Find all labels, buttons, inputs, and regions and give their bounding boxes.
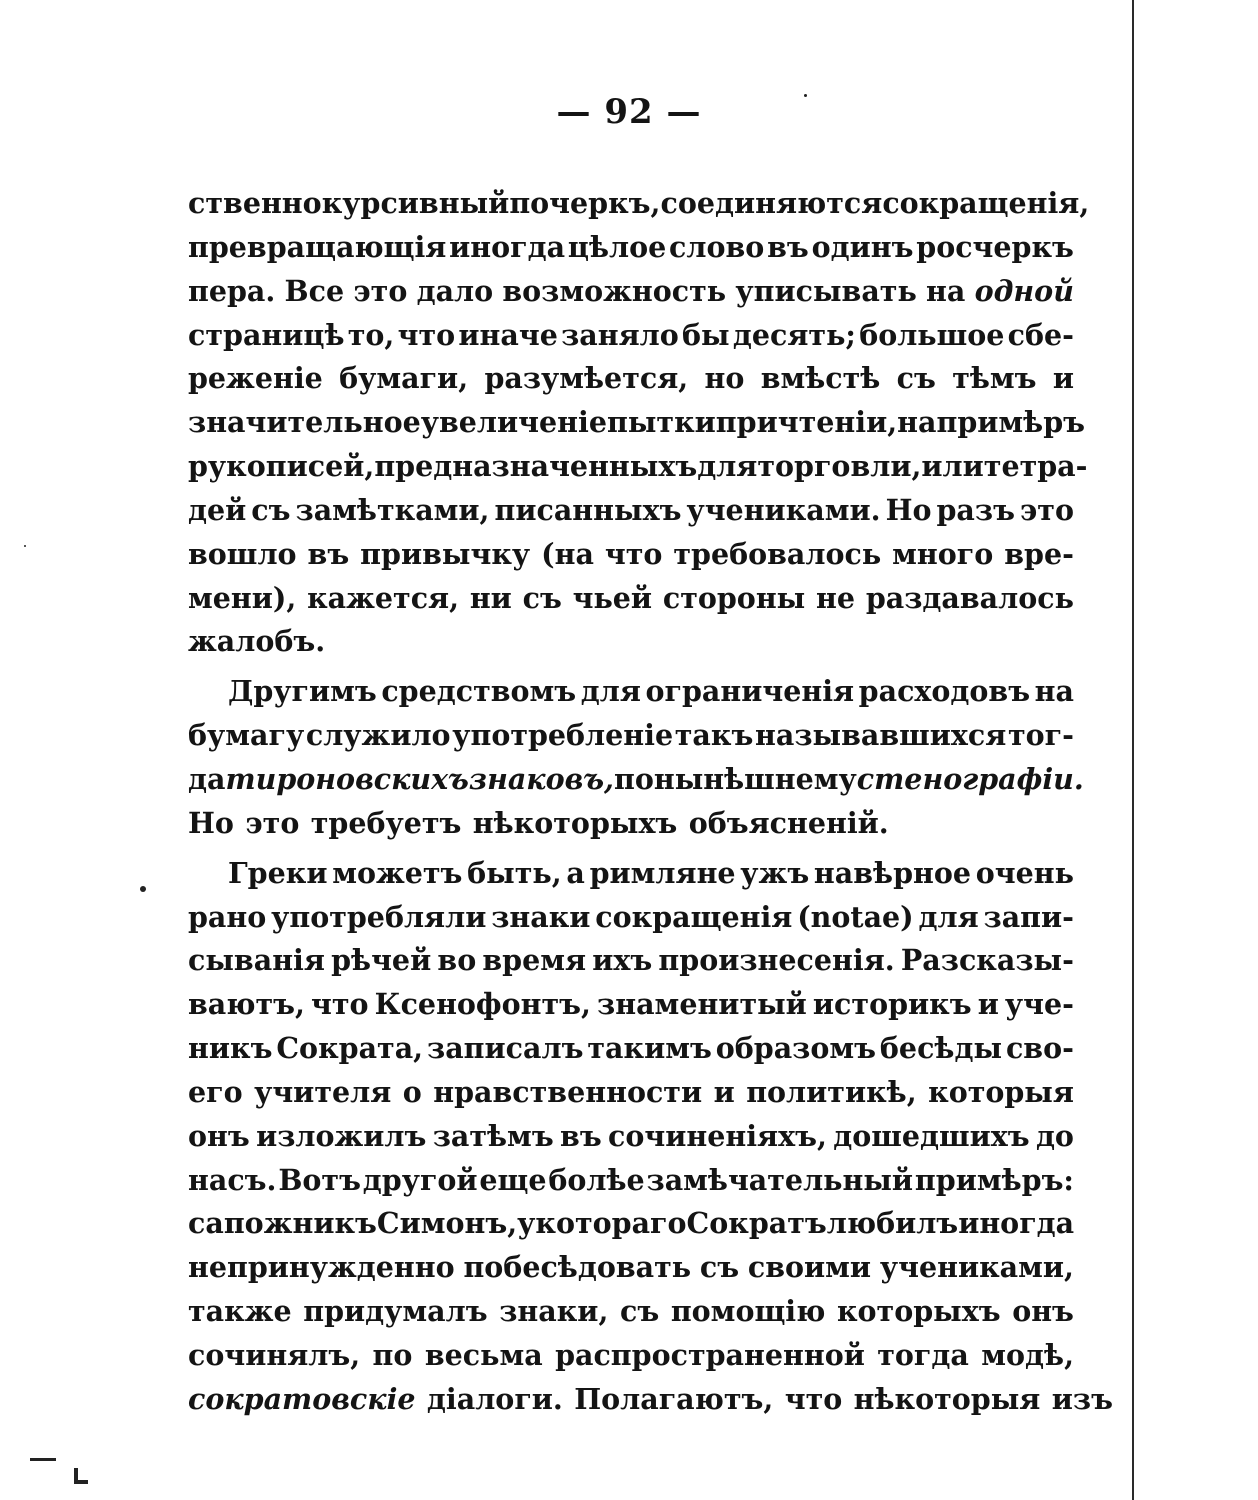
word: (на	[541, 536, 594, 571]
body-text	[188, 182, 1113, 1422]
word: Все	[284, 273, 345, 308]
word: страницѣ	[188, 317, 345, 352]
text-line	[188, 939, 1074, 983]
word: разъ	[936, 492, 1015, 527]
word: до	[1035, 1118, 1074, 1153]
word: дей	[188, 492, 247, 527]
word: примѣръ:	[914, 1162, 1074, 1197]
text-line	[188, 983, 1074, 1027]
word: ни	[469, 580, 512, 615]
text-line	[188, 577, 1074, 621]
word: бумаги,	[339, 361, 469, 396]
word: бумагу	[188, 718, 305, 753]
text-line	[188, 1115, 1074, 1159]
word: о	[402, 1074, 422, 1109]
word: ужъ	[740, 855, 810, 890]
word: Разсказы-	[900, 943, 1074, 978]
text-line	[188, 401, 1085, 445]
word: привычку	[360, 536, 531, 571]
word: это	[245, 805, 300, 840]
text-line	[188, 852, 1074, 896]
word: учениками,	[879, 1250, 1074, 1285]
word: употребленіе	[452, 718, 674, 753]
word: слово	[669, 229, 765, 264]
word: что	[604, 536, 663, 571]
word: не	[816, 580, 856, 615]
word: произнесенія.	[658, 943, 895, 978]
word: также	[188, 1294, 292, 1329]
word: политикѣ,	[746, 1074, 917, 1109]
word: что	[311, 987, 369, 1022]
word: сыванія	[188, 943, 325, 978]
word: нравственности	[433, 1074, 703, 1109]
word: для	[580, 674, 641, 709]
word: стороны	[662, 580, 806, 615]
text-line	[188, 182, 1090, 226]
word: стенографіи.	[856, 761, 1084, 796]
word: Но	[188, 805, 234, 840]
word: учителя	[254, 1074, 392, 1109]
word: Но	[885, 492, 932, 527]
word: образомъ	[715, 1031, 876, 1066]
word: это	[353, 273, 408, 308]
paragraph-1	[188, 182, 1090, 664]
word: знаки	[491, 899, 591, 934]
word: служило	[305, 718, 451, 753]
word: Сократъ	[686, 1206, 827, 1241]
paragraph-2	[188, 670, 1084, 845]
word: средствомъ	[381, 674, 577, 709]
word: которыя	[928, 1074, 1074, 1109]
page-number: — 92 —	[556, 92, 702, 132]
word: другой	[362, 1162, 478, 1197]
text-line	[188, 226, 1074, 270]
text-line	[188, 445, 1088, 489]
text-line	[188, 1378, 1113, 1422]
word: можетъ	[332, 855, 463, 890]
word: соединяются	[660, 186, 883, 220]
text-line	[188, 1334, 1074, 1378]
word: знаменитый	[597, 987, 807, 1022]
word: нѣкоторыхъ	[472, 805, 678, 840]
word: на	[926, 273, 966, 308]
text-line	[188, 357, 1074, 401]
word: бы	[682, 317, 730, 352]
word: съ	[522, 580, 562, 615]
word: и	[1052, 361, 1074, 396]
word: вмѣстѣ	[760, 361, 881, 396]
word: тироновскихъ	[225, 761, 469, 796]
word: вошло	[188, 536, 297, 571]
word: превращающія	[188, 229, 447, 264]
word: такимъ	[587, 1031, 712, 1066]
text-line	[188, 270, 1074, 314]
word: ваютъ,	[188, 987, 305, 1022]
word: быть,	[467, 855, 562, 890]
word: записалъ	[427, 1031, 584, 1066]
word: онъ	[188, 1118, 250, 1153]
word: рукописей,	[188, 449, 375, 484]
word: большое	[859, 317, 1005, 352]
word: иначе	[458, 317, 558, 352]
word: предназначенныхъ	[374, 449, 698, 484]
word: такъ	[674, 718, 754, 753]
word: кажется,	[307, 580, 460, 615]
word: очень	[975, 855, 1074, 890]
word: модѣ,	[981, 1337, 1074, 1372]
word: діалоги.	[426, 1381, 563, 1416]
word: сапожникъ	[188, 1206, 377, 1241]
word: называвшихся	[755, 718, 1007, 753]
word: жалобъ.	[188, 624, 326, 659]
word: Полагаютъ,	[574, 1381, 774, 1416]
text-line	[188, 896, 1074, 940]
word: Греки	[228, 855, 328, 890]
word: Вотъ	[278, 1162, 361, 1197]
word: иногда	[449, 229, 566, 264]
word: во	[437, 943, 477, 978]
word: весьма	[424, 1337, 543, 1372]
word: затѣмъ	[432, 1118, 554, 1153]
word: съ	[699, 1250, 740, 1285]
word: котораго	[535, 1206, 687, 1241]
word: пера.	[188, 273, 276, 308]
scan-dash-mark	[30, 1458, 56, 1461]
word: знаковъ,	[468, 761, 614, 796]
word: побесѣдовать	[463, 1250, 692, 1285]
word: заняло	[561, 317, 679, 352]
word: торговли,	[757, 449, 922, 484]
word: раздавалось	[865, 580, 1074, 615]
text-line	[188, 314, 1074, 358]
word: уписывать	[735, 273, 917, 308]
text-line	[188, 489, 1074, 533]
word: для	[918, 899, 979, 934]
word: росчеркъ	[916, 229, 1074, 264]
word: что	[784, 1381, 843, 1416]
word: учениками.	[686, 492, 881, 527]
word: навѣрное	[813, 855, 972, 890]
word: Симонъ,	[376, 1206, 518, 1241]
word: запи-	[983, 899, 1074, 934]
word: расходовъ	[858, 674, 1031, 709]
word: онъ	[1012, 1294, 1074, 1329]
word: непринужденно	[188, 1250, 455, 1285]
text-line	[188, 714, 1074, 758]
word: чьей	[572, 580, 653, 615]
word: помощію	[670, 1294, 826, 1329]
word: чтеніи,	[777, 405, 898, 440]
word: замѣчательный	[646, 1162, 914, 1197]
word: по	[372, 1337, 413, 1372]
word: нынѣшнему	[653, 761, 857, 796]
word: сбе-	[1007, 317, 1074, 352]
text-line	[188, 1290, 1074, 1334]
word: въ	[307, 536, 350, 571]
word: дало	[416, 273, 494, 308]
word: реженіе	[188, 361, 323, 396]
word: изъ	[1051, 1381, 1113, 1416]
paragraph-3	[188, 852, 1113, 1422]
word: время	[482, 943, 587, 978]
scan-speck	[24, 545, 26, 547]
text-line	[188, 1246, 1074, 1290]
word: пытки	[606, 405, 716, 440]
text-line	[188, 758, 1084, 802]
scan-corner-mark	[74, 1480, 88, 1484]
word: его	[188, 1074, 243, 1109]
word: сокращенія,	[882, 186, 1090, 220]
word: никъ	[188, 1031, 273, 1066]
text-line	[188, 1027, 1074, 1071]
word: употребляли	[271, 899, 487, 934]
word: иногда	[958, 1206, 1075, 1241]
word: одной	[974, 273, 1074, 308]
word: разумѣется,	[484, 361, 689, 396]
word: тѣмъ	[952, 361, 1037, 396]
word: (notae)	[797, 899, 914, 934]
word: значительное	[188, 405, 421, 440]
word: у	[517, 1206, 536, 1241]
word: насъ.	[188, 1162, 277, 1197]
scan-speck	[804, 94, 807, 97]
text-line	[188, 533, 1074, 577]
word: для	[697, 449, 758, 484]
word: которыхъ	[836, 1294, 1001, 1329]
word: рано	[188, 899, 267, 934]
word: изложилъ	[256, 1118, 427, 1153]
text-line	[188, 1159, 1074, 1203]
word: что	[397, 317, 456, 352]
word: распространенной	[555, 1337, 865, 1372]
word: почеркъ,	[509, 186, 661, 220]
word: съ	[896, 361, 936, 396]
word: Другимъ	[228, 674, 377, 709]
text-line	[188, 1202, 1074, 1246]
word: мени),	[188, 580, 297, 615]
word: а	[566, 855, 585, 890]
word: ственно	[188, 186, 322, 220]
word: сократовскіе	[188, 1381, 416, 1416]
word: дошедшихъ	[833, 1118, 1030, 1153]
word: но	[704, 361, 745, 396]
word: любилъ	[826, 1206, 959, 1241]
text-line	[188, 802, 1074, 846]
word: ограниченія	[645, 674, 855, 709]
word: курсивный	[321, 186, 510, 220]
word: тог-	[1007, 718, 1074, 753]
word: и	[713, 1074, 735, 1109]
word: рѣчей	[331, 943, 432, 978]
word: писанныхъ	[494, 492, 682, 527]
word: съ	[619, 1294, 660, 1329]
word: то,	[347, 317, 395, 352]
word: сочинялъ,	[188, 1337, 361, 1372]
word: при	[715, 405, 778, 440]
word: Ксенофонтъ,	[374, 987, 591, 1022]
word: вре-	[1004, 536, 1074, 571]
text-line	[188, 620, 1074, 664]
word: сочиненіяхъ,	[608, 1118, 827, 1153]
word: бесѣды	[879, 1031, 1003, 1066]
word: и	[977, 987, 999, 1022]
word: десять;	[732, 317, 856, 352]
page-edge-line	[1132, 0, 1134, 1500]
word: возможность	[502, 273, 727, 308]
scan-speck	[140, 886, 146, 892]
word: историкъ	[812, 987, 972, 1022]
word: придумалъ	[303, 1294, 488, 1329]
word: уче-	[1004, 987, 1074, 1022]
word: замѣтками,	[295, 492, 490, 527]
word: сокращенія	[595, 899, 793, 934]
word: знаки,	[499, 1294, 609, 1329]
word: нѣкоторыя	[853, 1381, 1041, 1416]
word: цѣлое	[567, 229, 667, 264]
word: напримѣръ	[897, 405, 1085, 440]
word: или	[921, 449, 984, 484]
word: съ	[251, 492, 291, 527]
text-line	[188, 670, 1074, 714]
word: Сократа,	[276, 1031, 424, 1066]
word: болѣе	[548, 1162, 645, 1197]
word: римляне	[589, 855, 736, 890]
word: сво-	[1005, 1031, 1074, 1066]
word: тогда	[877, 1337, 969, 1372]
word: объясненій.	[688, 805, 889, 840]
word: одинъ	[811, 229, 914, 264]
word: въ	[560, 1118, 602, 1153]
word: это	[1019, 492, 1074, 527]
word: требуетъ	[310, 805, 462, 840]
word: своими	[747, 1250, 872, 1285]
word: тетра-	[983, 449, 1088, 484]
word: увеличеніе	[420, 405, 607, 440]
word: да	[188, 761, 226, 796]
word: требовалось	[673, 536, 882, 571]
word: еще	[479, 1162, 547, 1197]
word: по	[613, 761, 654, 796]
word: на	[1034, 674, 1074, 709]
word: ихъ	[592, 943, 653, 978]
word: въ	[767, 229, 809, 264]
text-line	[188, 1071, 1074, 1115]
word: много	[892, 536, 994, 571]
